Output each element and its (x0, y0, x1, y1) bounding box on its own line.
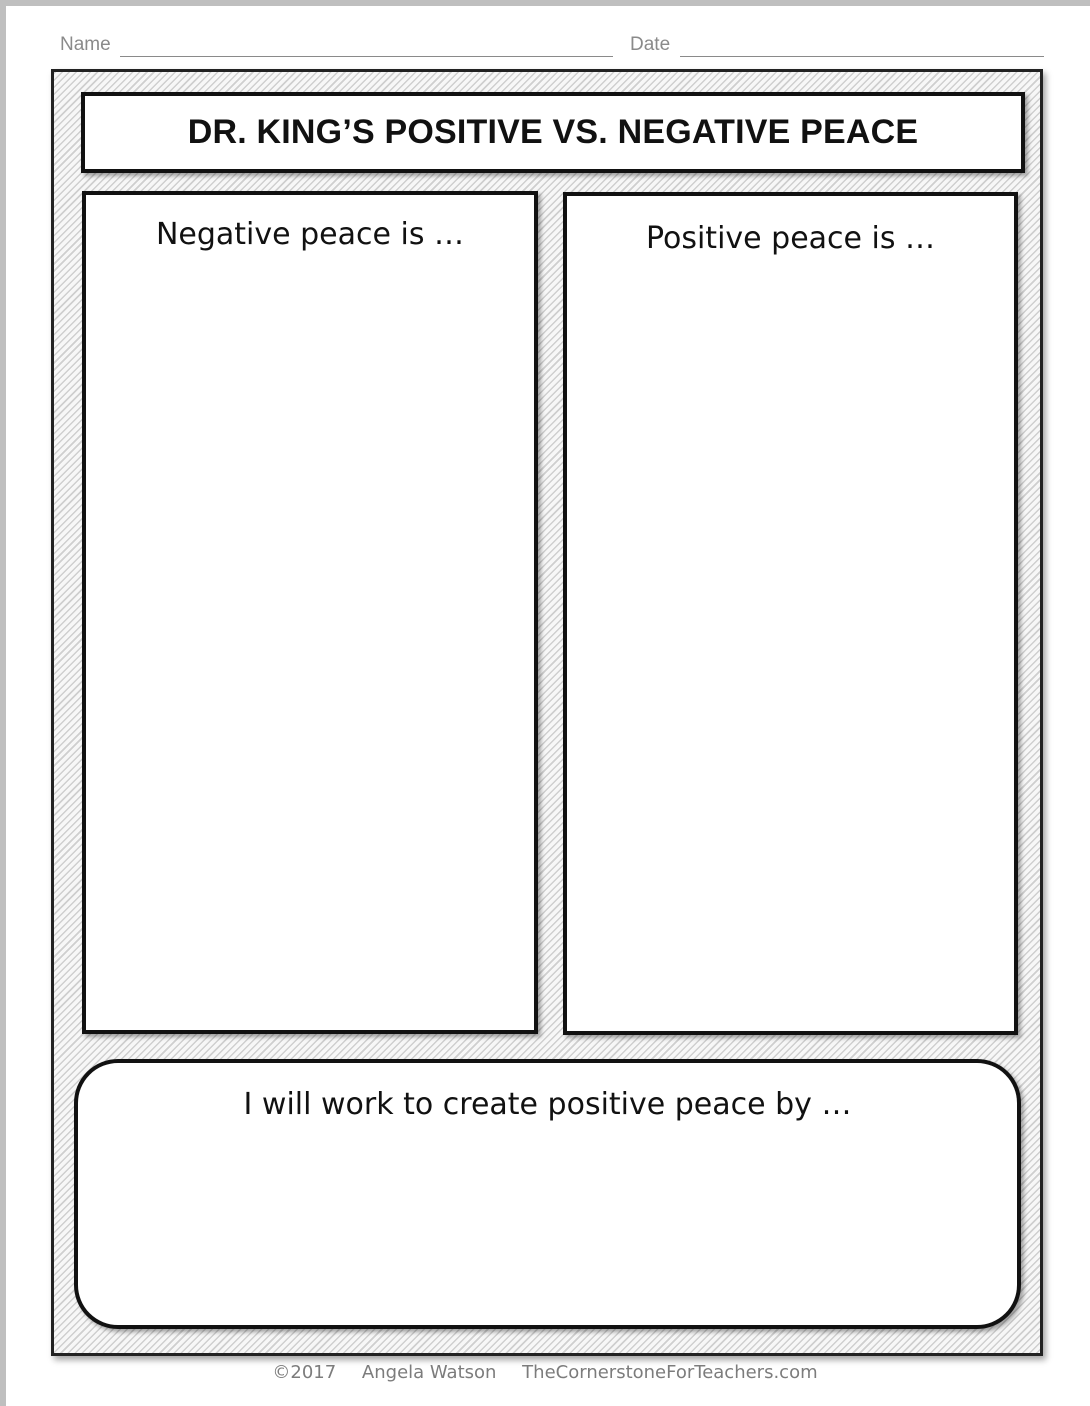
positive-peace-prompt: Positive peace is … (645, 221, 936, 256)
action-plan-box[interactable] (74, 1059, 1021, 1329)
positive-peace-box[interactable] (563, 192, 1018, 1035)
title-box (81, 92, 1025, 173)
negative-peace-box[interactable] (82, 191, 538, 1034)
footer-copyright: ©2017 (272, 1362, 337, 1383)
name-label: Name (60, 34, 111, 55)
striped-frame (51, 69, 1043, 1356)
worksheet-title: DR. KING’S POSITIVE VS. NEGATIVE PEACE (187, 113, 919, 151)
footer-website: TheCornerstoneForTeachers.com (522, 1362, 818, 1383)
action-plan-prompt: I will work to create positive peace by … (243, 1087, 852, 1122)
date-label: Date (630, 34, 671, 55)
negative-peace-prompt: Negative peace is … (155, 217, 465, 252)
worksheet-page (6, 6, 1090, 1406)
name-blank-line[interactable] (120, 56, 613, 57)
name-date-row (60, 34, 1044, 64)
date-blank-line[interactable] (680, 56, 1044, 57)
footer (0, 1362, 1090, 1383)
footer-author: Angela Watson (361, 1362, 497, 1383)
